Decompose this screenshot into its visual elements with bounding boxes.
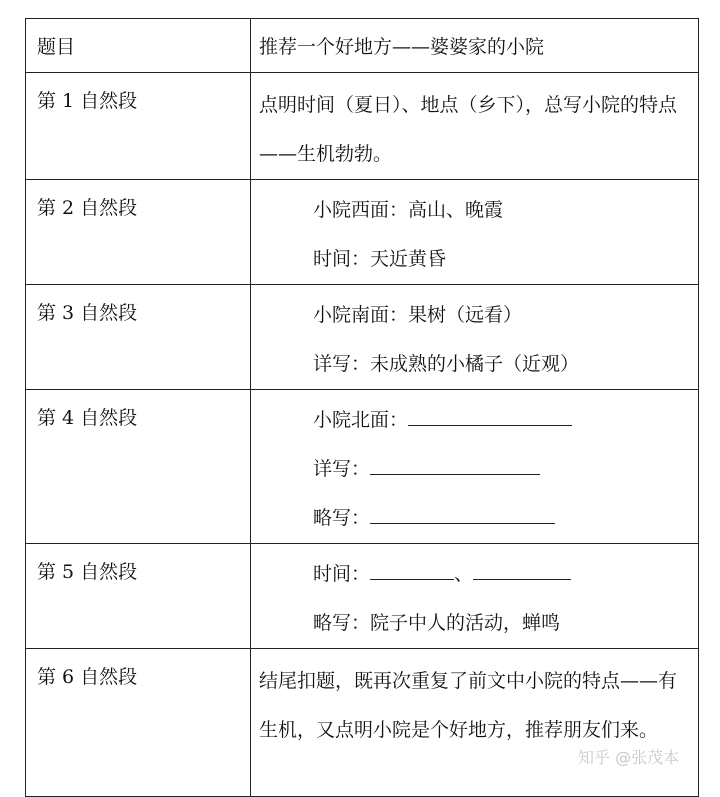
row-label-cell (26, 390, 251, 544)
north-label: 小院北面： (313, 409, 409, 431)
fill-blank[interactable] (370, 499, 555, 524)
table-row-para-1 (26, 73, 699, 180)
row-label: 第 1 自然段 (37, 90, 138, 112)
row-2-line-2: 时间：天近黄昏 (313, 248, 447, 270)
table-row-para-2 (26, 180, 699, 285)
row-content-cell (251, 285, 699, 390)
row-label: 第 3 自然段 (37, 302, 138, 324)
row-label-cell (26, 180, 251, 285)
fill-blank[interactable] (408, 401, 572, 426)
row-label: 第 6 自然段 (37, 666, 138, 688)
row-4-line-3 (251, 494, 698, 543)
fill-blank[interactable] (473, 555, 571, 580)
table-row-header (26, 19, 699, 73)
outline-table (25, 18, 699, 797)
row-label: 第 2 自然段 (37, 197, 138, 219)
detail-label: 详写： (313, 458, 371, 480)
table-row-para-3 (26, 285, 699, 390)
row-content-cell (251, 390, 699, 544)
row-1-text: 点明时间（夏日）、地点（乡下），总写小院的特点——生机勃勃。 (259, 94, 678, 165)
row-6-text: 结尾扣题，既再次重复了前文中小院的特点——有生机，又点明小院是个好地方，推荐朋友们来。 (259, 670, 678, 741)
row-label: 第 4 自然段 (37, 407, 138, 429)
row-5-line-2: 略写：院子中人的活动，蝉鸣 (313, 612, 561, 634)
table-row-para-4 (26, 390, 699, 544)
row-content-cell (251, 73, 699, 180)
separator: 、 (454, 563, 474, 585)
fill-blank[interactable] (370, 555, 454, 580)
row-5-line-1 (251, 550, 698, 599)
header-content-cell (251, 19, 699, 73)
row-content-cell (251, 649, 699, 797)
row-content-cell (251, 180, 699, 285)
table-row-para-5 (26, 544, 699, 649)
row-label-cell (26, 73, 251, 180)
header-title: 推荐一个好地方——婆婆家的小院 (259, 36, 545, 58)
row-label-cell (26, 544, 251, 649)
row-3-line-1: 小院南面：果树（远看） (313, 304, 523, 326)
row-4-line-1 (251, 396, 698, 445)
row-4-line-2 (251, 445, 698, 494)
header-label: 题目 (37, 36, 76, 58)
row-2-line-1: 小院西面：高山、晚霞 (313, 199, 504, 221)
row-label-cell (26, 649, 251, 797)
table-row-para-6 (26, 649, 699, 797)
time-label: 时间： (313, 563, 371, 585)
row-content-cell (251, 544, 699, 649)
header-label-cell (26, 19, 251, 73)
watermark-text: 知乎 @张茂本 (578, 748, 680, 767)
brief-label: 略写： (313, 507, 371, 529)
row-label: 第 5 自然段 (37, 561, 138, 583)
row-3-line-2: 详写：未成熟的小橘子（近观） (313, 353, 580, 375)
fill-blank[interactable] (370, 450, 540, 475)
row-label-cell (26, 285, 251, 390)
